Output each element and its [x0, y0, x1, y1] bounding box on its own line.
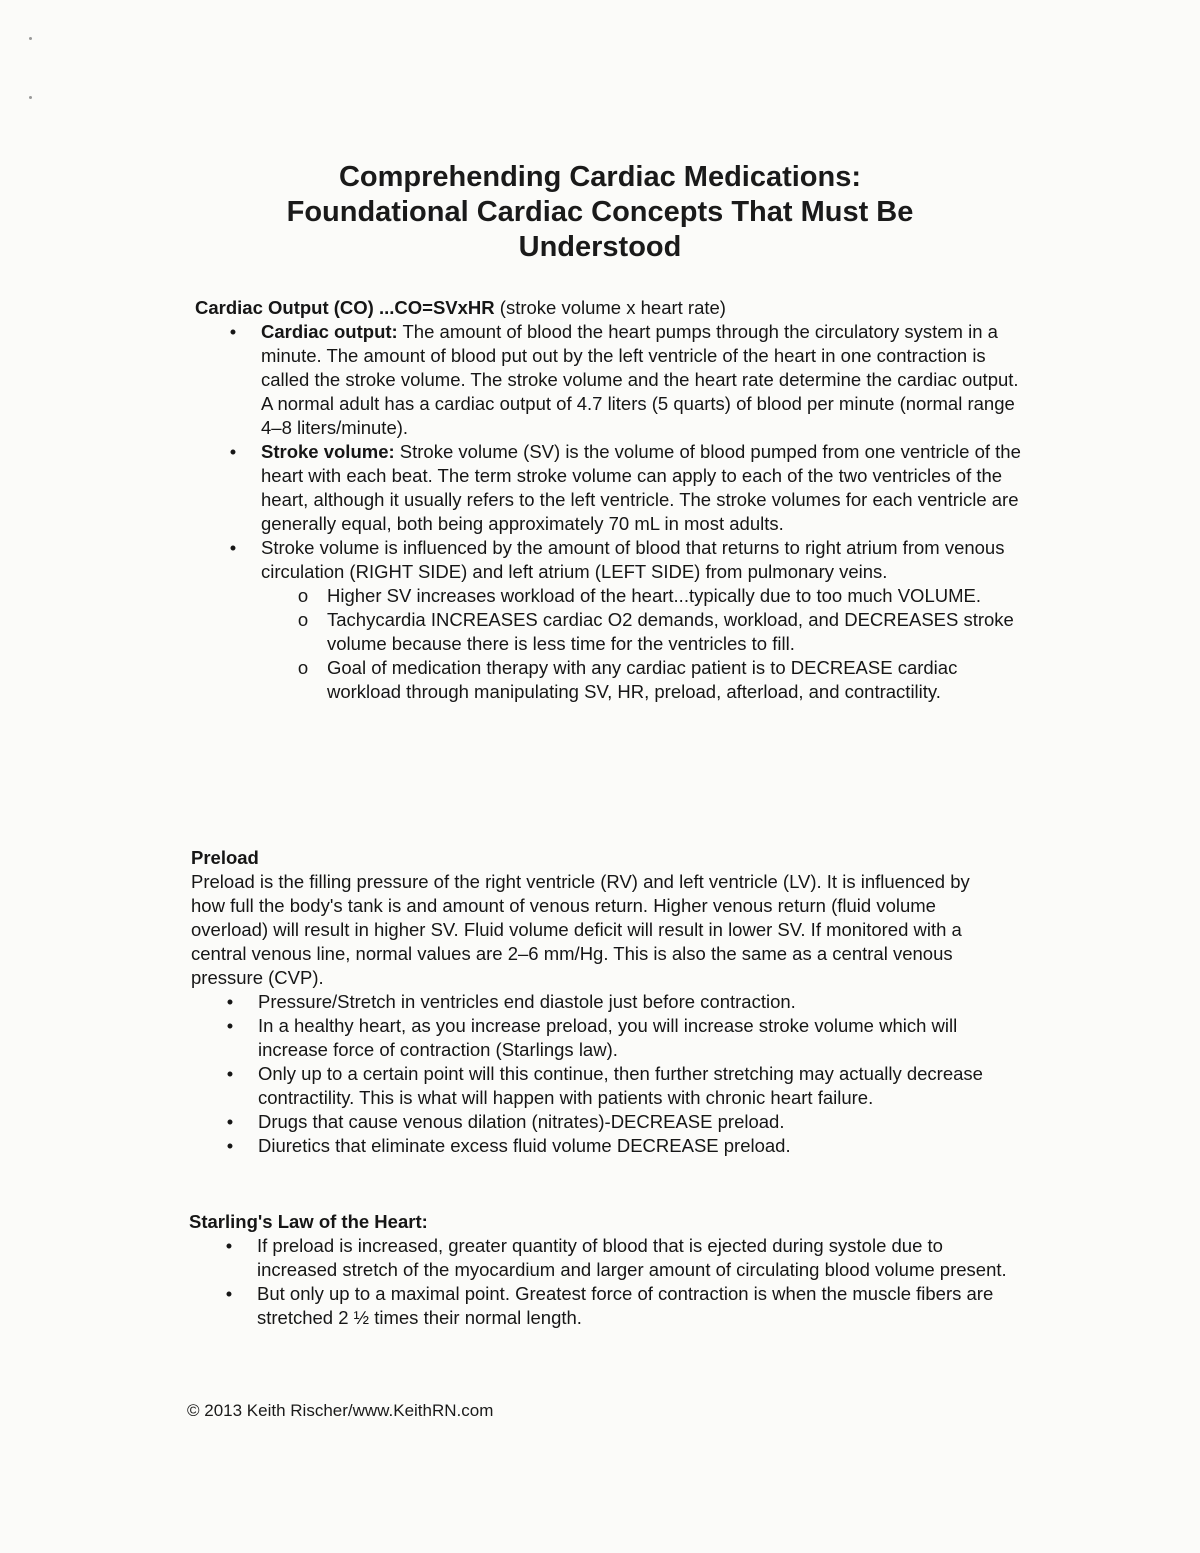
cardiac-output-heading-rest: (stroke volume x heart rate) [494, 297, 726, 318]
list-item [191, 320, 1025, 440]
starling-section [189, 1210, 1014, 1330]
list-item [191, 536, 1025, 704]
sub-list [261, 584, 1025, 704]
list-item [188, 1062, 1006, 1110]
item-text: In a healthy heart, as you increase preload, you will increase stroke volume which will increase force of contraction (Starlings law). [258, 1015, 958, 1060]
sub-item-text: Goal of medication therapy with any cardiac patient is to DECREASE cardiac workload through manipulating SV, HR, preload, afterload, and contractility. [327, 657, 958, 702]
bullet-icon: • [226, 991, 234, 1012]
title-line-3: Understood [518, 231, 682, 263]
sub-item-text: Higher SV increases workload of the heart...typically due to too much VOLUME. [327, 585, 981, 606]
list-item [187, 1234, 1014, 1282]
bullet-icon: • [229, 321, 237, 342]
item-text: But only up to a maximal point. Greatest force of contraction is when the muscle fibers are stretched 2 ½ times their normal length. [257, 1283, 994, 1328]
sub-item-text: Tachycardia INCREASES cardiac O2 demands, workload, and DECREASES stroke volume because there is less time for the ventricles to fill. [327, 609, 1014, 654]
starling-list [187, 1234, 1014, 1330]
item-text: The amount of blood the heart pumps through the circulatory system in a minute. The amount of blood put out by the left ventricle of the heart in one contraction is called the stroke volume. The stroke volume and the heart rate determine the cardiac output. A normal adult has a cardiac output of 4.7 liters (5 quarts) of blood per minute (normal range 4–8 liters/minute). [261, 321, 1019, 438]
item-text: Pressure/Stretch in ventricles end diastole just before contraction. [258, 991, 796, 1012]
item-text: Stroke volume (SV) is the volume of blood pumped from one ventricle of the heart with each beat. The term stroke volume can apply to each of the two ventricles of the heart, although it usually refers to the left ventricle. The stroke volumes for each ventricle are generally equal, both being approximately 70 mL in most adults. [261, 441, 1021, 534]
title-line-1: Comprehending Cardiac Medications: [338, 161, 862, 193]
starling-heading: Starling's Law of the Heart: [189, 1211, 428, 1232]
list-item [188, 1110, 1006, 1134]
document-title [0, 160, 1200, 265]
bullet-icon: • [226, 1063, 234, 1084]
bullet-icon: • [226, 1111, 234, 1132]
scan-speck [29, 37, 32, 40]
sub-bullet-icon: o [297, 657, 309, 678]
list-item [187, 1282, 1014, 1330]
bullet-icon: • [229, 537, 237, 558]
item-label: Stroke volume: [261, 441, 395, 462]
item-text: Diuretics that eliminate excess fluid volume DECREASE preload. [258, 1135, 791, 1156]
list-item [188, 990, 1006, 1014]
scan-speck [29, 96, 32, 99]
preload-heading: Preload [191, 847, 259, 868]
sub-list-item [261, 656, 1025, 704]
bullet-icon: • [226, 1135, 234, 1156]
bullet-icon: • [229, 441, 237, 462]
bullet-icon: • [226, 1015, 234, 1036]
preload-section [191, 846, 1006, 1158]
cardiac-output-heading-bold: Cardiac Output (CO) ...CO=SVxHR [195, 297, 495, 318]
sub-bullet-icon: o [297, 609, 309, 630]
preload-list [188, 990, 1006, 1158]
copyright-footer: © 2013 Keith Rischer/www.KeithRN.com [187, 1401, 494, 1420]
bullet-icon: • [225, 1235, 233, 1256]
sub-list-item [261, 584, 1025, 608]
cardiac-output-heading [195, 296, 1025, 320]
item-text: Drugs that cause venous dilation (nitrates)-DECREASE preload. [258, 1111, 785, 1132]
item-label: Cardiac output: [261, 321, 398, 342]
cardiac-output-section [195, 296, 1025, 704]
list-item [188, 1134, 1006, 1158]
item-text: Stroke volume is influenced by the amount of blood that returns to right atrium from venous circulation (RIGHT SIDE) and left atrium (LEFT SIDE) from pulmonary veins. [261, 537, 1005, 582]
sub-list-item [261, 608, 1025, 656]
list-item [188, 1014, 1006, 1062]
title-line-2: Foundational Cardiac Concepts That Must Be [286, 196, 914, 228]
list-item [191, 440, 1025, 536]
item-text: Only up to a certain point will this continue, then further stretching may actually decrease contractility. This is what will happen with patients with chronic heart failure. [258, 1063, 983, 1108]
cardiac-output-list [191, 320, 1025, 704]
preload-paragraph: Preload is the filling pressure of the right ventricle (RV) and left ventricle (LV). It is influenced by how full the body's tank is and amount of venous return. Higher venous return (fluid volume overload) will result in higher SV. Fluid volume deficit will result in lower SV. If monitored with a central venous line, normal values are 2–6 mm/Hg. This is also the same as a central venous pressure (CVP). [191, 871, 970, 988]
sub-bullet-icon: o [297, 585, 309, 606]
bullet-icon: • [225, 1283, 233, 1304]
item-text: If preload is increased, greater quantity of blood that is ejected during systole due to increased stretch of the myocardium and larger amount of circulating blood volume present. [257, 1235, 1007, 1280]
